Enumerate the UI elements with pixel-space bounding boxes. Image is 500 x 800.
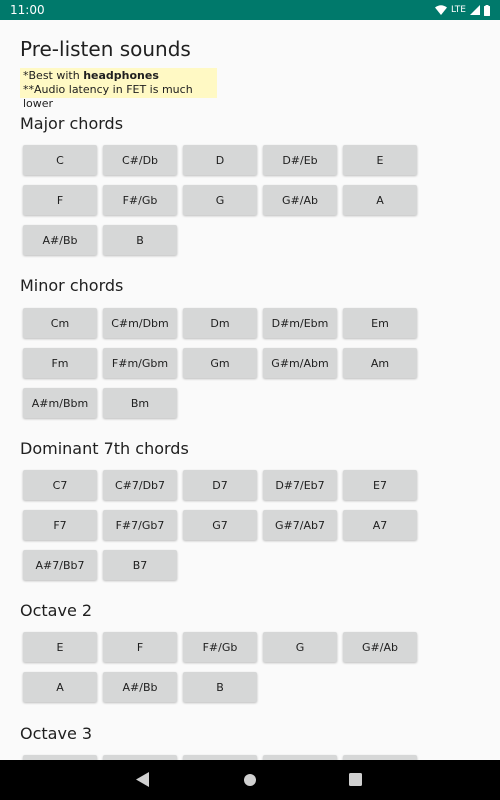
dominant7-chords-grid — [23, 470, 417, 580]
back-icon[interactable] — [136, 772, 149, 787]
page-title: Pre-listen sounds — [20, 37, 191, 61]
chord-button[interactable]: Gm — [183, 348, 257, 378]
chord-button[interactable]: G#m/Abm — [263, 348, 337, 378]
chord-button[interactable]: D#7/Eb7 — [263, 470, 337, 500]
battery-icon — [484, 5, 490, 16]
chord-button[interactable]: F#/Gb — [103, 185, 177, 215]
chord-button[interactable]: E — [23, 632, 97, 662]
chord-button[interactable]: A — [343, 185, 417, 215]
section-title-dominant7: Dominant 7th chords — [20, 439, 189, 458]
chord-button[interactable]: D — [183, 145, 257, 175]
content-area[interactable] — [0, 20, 500, 760]
chord-button[interactable]: E — [343, 145, 417, 175]
section-title-octave2: Octave 2 — [20, 601, 93, 620]
chord-button[interactable]: F#m/Gbm — [103, 348, 177, 378]
signal-icon — [470, 5, 480, 15]
chord-button[interactable]: F — [23, 185, 97, 215]
navigation-bar — [0, 760, 500, 800]
chord-button[interactable]: G — [263, 632, 337, 662]
chord-button[interactable]: C#m/Dbm — [103, 308, 177, 338]
chord-button[interactable]: A#/Bb — [103, 672, 177, 702]
chord-button[interactable]: E7 — [343, 470, 417, 500]
chord-button[interactable]: A7 — [343, 510, 417, 540]
chord-button[interactable]: A — [23, 672, 97, 702]
minor-chords-grid — [23, 308, 417, 418]
status-time: 11:00 — [10, 3, 45, 17]
chord-button[interactable]: Cm — [23, 308, 97, 338]
chord-button[interactable]: F#7/Gb7 — [103, 510, 177, 540]
chord-button[interactable]: A#7/Bb7 — [23, 550, 97, 580]
chord-button[interactable]: F7 — [23, 510, 97, 540]
section-title-octave3: Octave 3 — [20, 724, 93, 743]
chord-button[interactable]: G#7/Ab7 — [263, 510, 337, 540]
chord-button[interactable]: D7 — [183, 470, 257, 500]
home-icon[interactable] — [243, 773, 257, 787]
chord-button[interactable]: A#m/Bbm — [23, 388, 97, 418]
chord-button[interactable]: Bm — [103, 388, 177, 418]
note-line-1-bold: headphones — [83, 69, 159, 82]
chord-button[interactable]: D#m/Ebm — [263, 308, 337, 338]
status-icons — [435, 5, 490, 16]
network-label: LTE — [451, 5, 466, 15]
recents-icon[interactable] — [349, 773, 362, 786]
chord-button[interactable]: B7 — [103, 550, 177, 580]
chord-button[interactable]: G7 — [183, 510, 257, 540]
chord-button[interactable]: A#/Bb — [23, 225, 97, 255]
chord-button[interactable]: B — [103, 225, 177, 255]
chord-button[interactable]: C#7/Db7 — [103, 470, 177, 500]
chord-button[interactable]: D#/Eb — [263, 145, 337, 175]
chord-button[interactable]: Em — [343, 308, 417, 338]
status-bar — [0, 0, 500, 20]
chord-button[interactable]: G#/Ab — [263, 185, 337, 215]
section-title-major: Major chords — [20, 114, 124, 133]
headphones-note — [20, 68, 217, 110]
wifi-icon — [435, 5, 447, 15]
octave2-grid — [23, 632, 417, 702]
note-line-1 — [23, 69, 214, 83]
section-title-minor: Minor chords — [20, 276, 124, 295]
chord-button[interactable]: B — [183, 672, 257, 702]
chord-button[interactable]: F#/Gb — [183, 632, 257, 662]
major-chords-grid — [23, 145, 417, 255]
chord-button[interactable]: C#/Db — [103, 145, 177, 175]
chord-button[interactable]: C — [23, 145, 97, 175]
note-line-2: **Audio latency in FET is much lower — [23, 83, 193, 110]
note-line-1-prefix: *Best with — [23, 69, 84, 82]
chord-button[interactable]: C7 — [23, 470, 97, 500]
chord-button[interactable]: Dm — [183, 308, 257, 338]
chord-button[interactable]: G — [183, 185, 257, 215]
chord-button[interactable]: G#/Ab — [343, 632, 417, 662]
chord-button[interactable]: F — [103, 632, 177, 662]
chord-button[interactable]: Fm — [23, 348, 97, 378]
chord-button[interactable]: Am — [343, 348, 417, 378]
